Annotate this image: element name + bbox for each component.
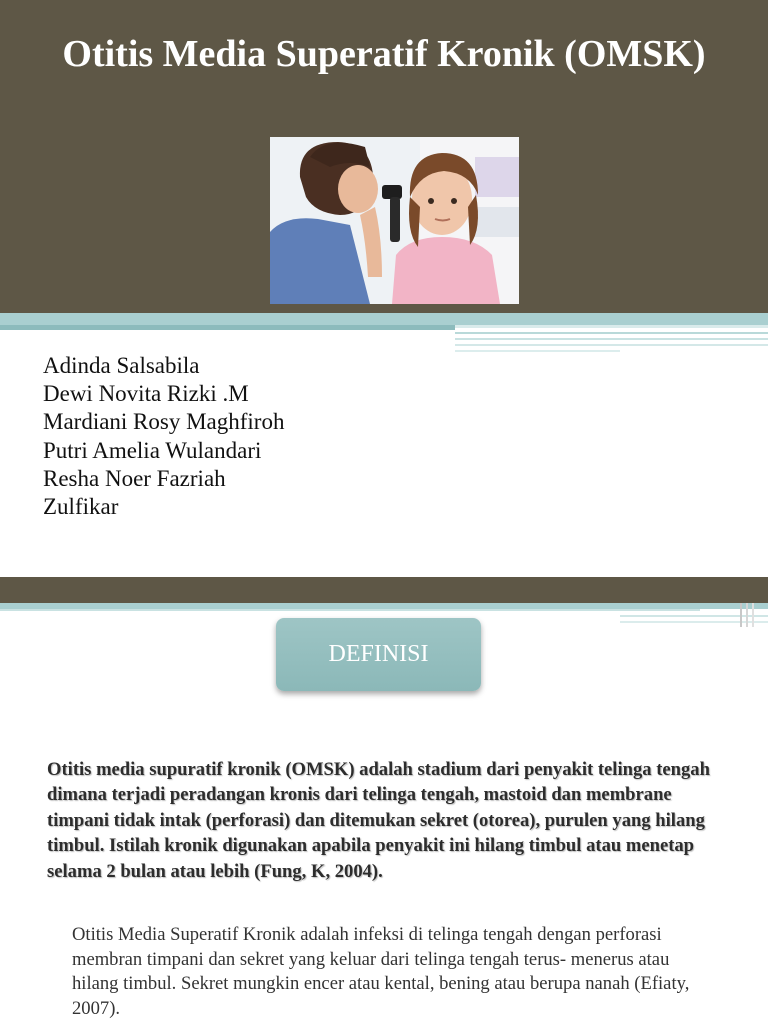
- author-list: [43, 352, 284, 521]
- author-name: Dewi Novita Rizki .M: [43, 381, 249, 407]
- author-name: Mardiani Rosy Maghfiroh: [43, 409, 285, 435]
- definisi-heading-badge: DEFINISI: [276, 618, 481, 691]
- definition-paragraph: Otitis Media Superatif Kronik adalah infeksi di telinga tengah dengan perforasi membran timpani dan sekret yang keluar dari telinga tengah terus- menerus atau hilang timbul. Sekret mungkin encer atau kental, bening atau berupa nanah (Efiaty, 2007).: [72, 924, 690, 1019]
- author-name: Resha Noer Fazriah: [43, 465, 226, 491]
- author-name: Zulfikar: [43, 494, 119, 520]
- author-name: Adinda Salsabila: [43, 353, 200, 378]
- slide2-header-band: [0, 577, 768, 603]
- definition-paragraph-bold: Otitis media supuratif kronik (OMSK) adalah stadium dari penyakit telinga tengah dimana terjadi peradangan kronis dari telinga tengah, mastoid dan membrane timpani tidak intak (perforasi) dan ditemukan sekret (otorea), purulen yang hilang timbul. Istilah kronik digunakan apabila penyakit ini hilang timbul atau menetap selama 2 bulan atau lebih (Fung, K, 2004).: [47, 759, 710, 882]
- slide-title: Otitis Media Superatif Kronik (OMSK): [62, 33, 706, 75]
- doctor-examining-child-photo: [270, 137, 519, 304]
- author-name: Putri Amelia Wulandari: [43, 437, 262, 463]
